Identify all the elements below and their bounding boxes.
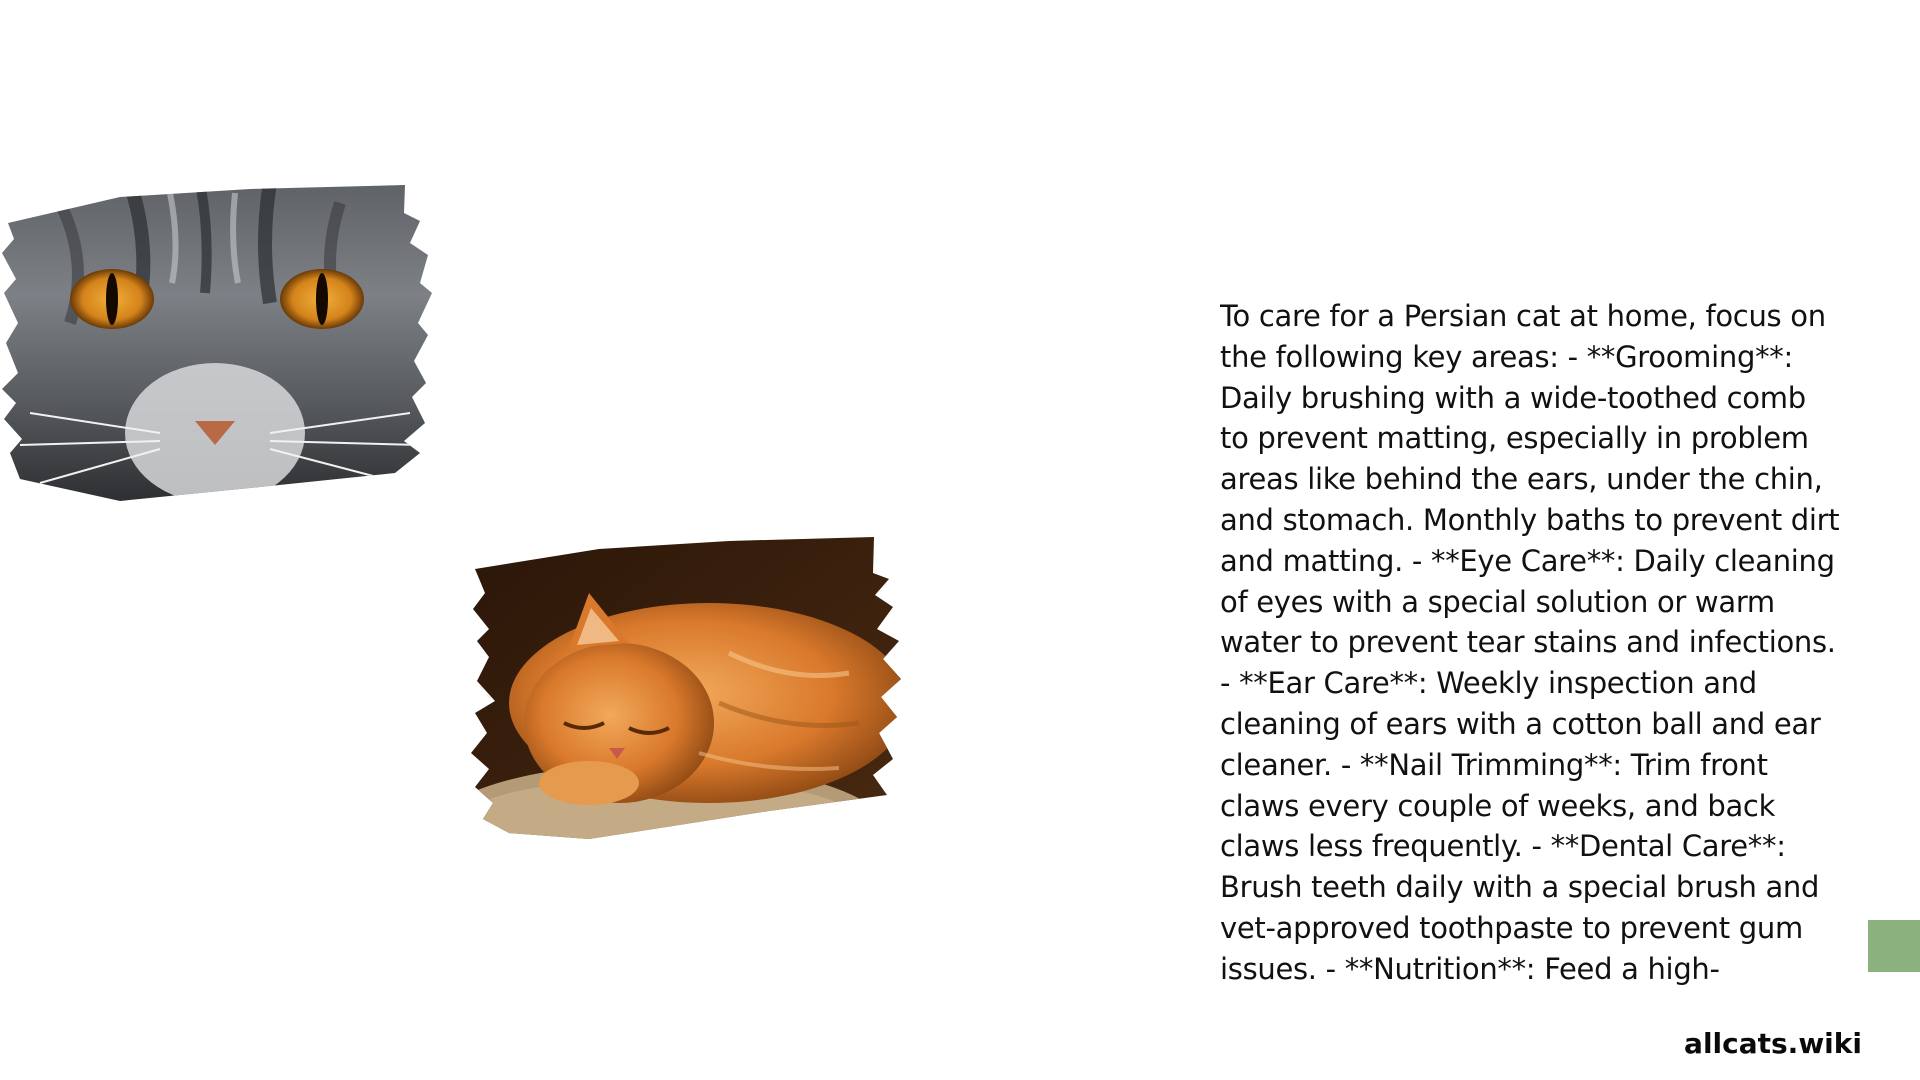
side-tab[interactable] (1868, 920, 1920, 972)
orange-cat-photo (469, 533, 905, 853)
article-text-block (1220, 296, 1840, 1080)
brand-watermark: allcats.wiki (1670, 1024, 1866, 1070)
gray-cat-photo (0, 183, 436, 503)
article-paragraph: To care for a Persian cat at home, focus on the following key areas: - **Grooming**: Daily brushing with a wide-toothed comb to prevent matting, especially in problem areas like behind the ears, under the chin, and stomach. Monthly baths to prevent dirt and matting. - **Eye Care**: Daily cleaning of eyes with a special solution or warm water to prevent tear stains and infections. - **Ear Care**: Weekly inspection and cleaning of ears with a cotton ball and ear cleaner. - **Nail Trimming**: Trim front claws every couple of weeks, and back claws less frequently. - **Dental Care**: Brush teeth daily with a special brush and vet-approved toothpaste to prevent gum issues. - **Nutrition**: Feed a high- (1220, 299, 1840, 986)
